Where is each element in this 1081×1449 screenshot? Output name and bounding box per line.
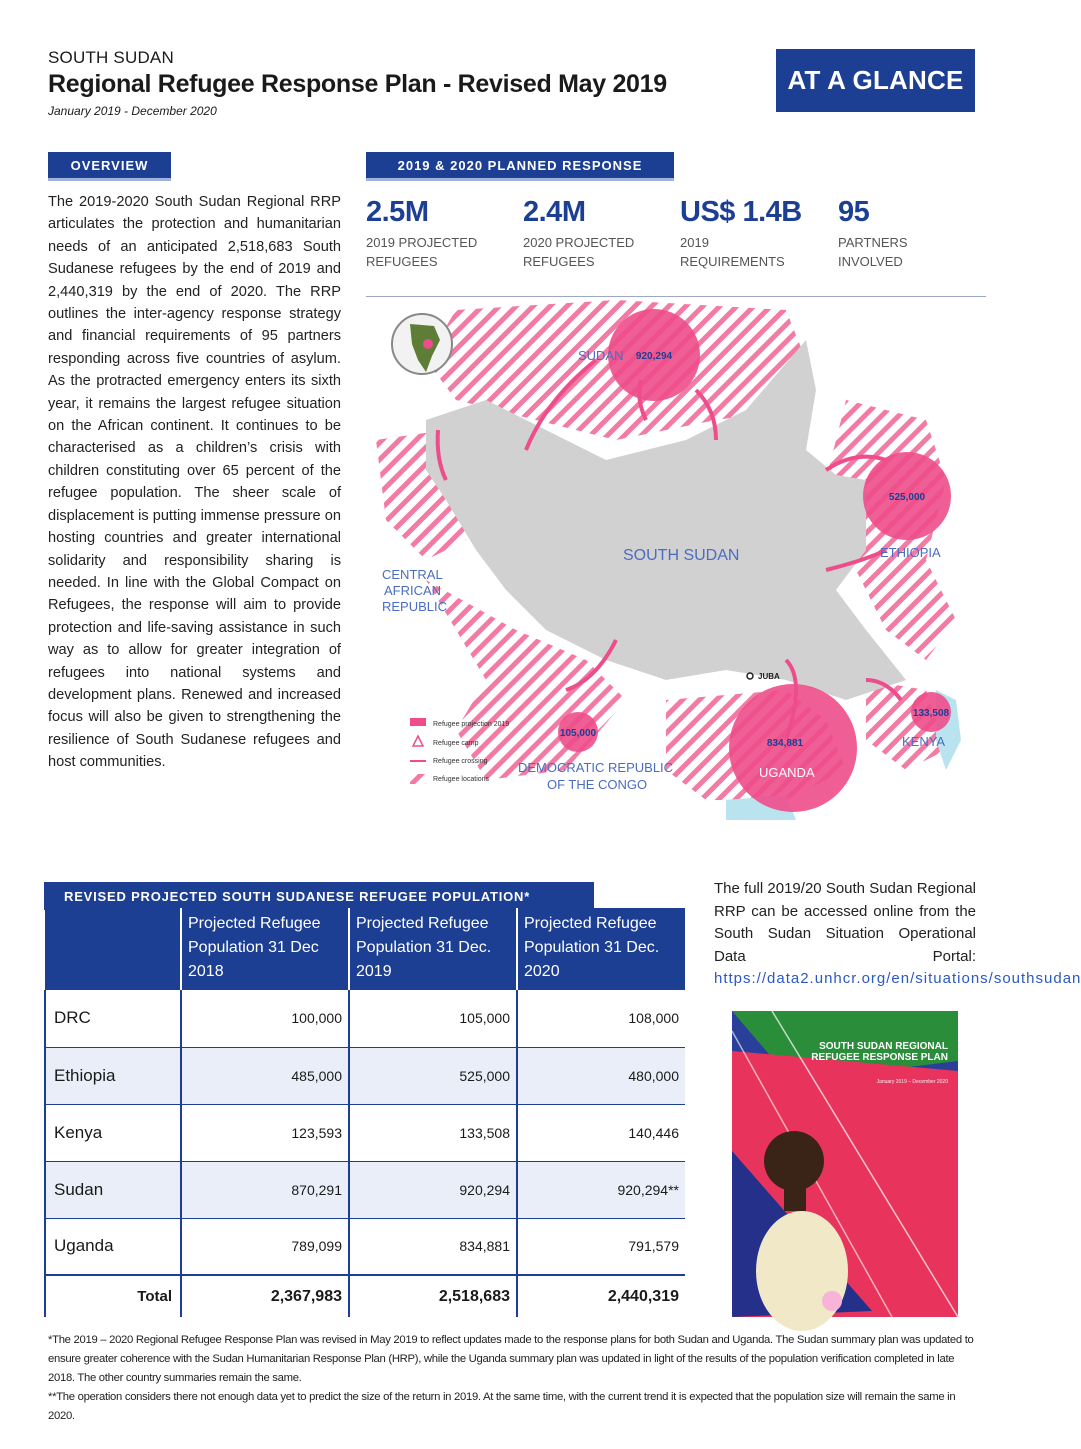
label-drc-2: OF THE CONGO [547, 777, 648, 792]
footnotes [48, 1331, 978, 1426]
value-cell: 920,294** [517, 1161, 685, 1218]
bubble-label-kenya: 133,508 [912, 708, 950, 719]
total-label: Total [45, 1275, 181, 1317]
kpi-value: 2.4M [523, 196, 586, 228]
total-cell: 2,367,983 [181, 1275, 349, 1317]
bubble-label-ethiopia: 525,000 [888, 492, 926, 503]
cover-title: SOUTH SUDAN REGIONAL REFUGEE RESPONSE PLAN [811, 1041, 948, 1063]
kpi-value: US$ 1.4B [680, 196, 802, 228]
label-uganda: UGANDA [759, 765, 815, 780]
label-south-sudan: SOUTH SUDAN [623, 547, 740, 564]
total-cell: 2,518,683 [349, 1275, 517, 1317]
label-car-2: AFRICAN [384, 583, 442, 598]
portal-paragraph [714, 878, 1081, 991]
plan-cover-image [732, 1011, 958, 1317]
value-cell: 105,000 [349, 990, 517, 1047]
kpi-label: 2019 REQUIREMENTS [680, 235, 785, 269]
value-cell: 834,881 [349, 1218, 517, 1275]
kpi-partners [838, 196, 928, 271]
planned-response-tag: 2019 & 2020 PLANNED RESPONSE [366, 152, 674, 181]
label-drc-1: DEMOCRATIC REPUBLIC [518, 760, 674, 775]
table-total-row [45, 1275, 685, 1317]
value-cell: 133,508 [349, 1104, 517, 1161]
page-title: Regional Refugee Response Plan - Revised May 2019 [48, 70, 667, 98]
country-cell: Uganda [45, 1218, 181, 1275]
legend-swatch-locations [410, 774, 426, 784]
table-row [45, 1104, 685, 1161]
globe-highlight [423, 339, 433, 349]
at-a-glance-badge: AT A GLANCE [776, 49, 975, 112]
label-sudan: SUDAN [578, 348, 624, 363]
table-row [45, 1047, 685, 1104]
country-cell: Kenya [45, 1104, 181, 1161]
label-ethiopia: ETHIOPIA [880, 545, 941, 560]
kpi-2020-refugees [523, 196, 663, 271]
table-row [45, 1218, 685, 1275]
kpi-label: PARTNERS INVOLVED [838, 235, 908, 269]
country-cell: Sudan [45, 1161, 181, 1218]
column-header-empty [45, 908, 181, 990]
column-header-2018: Projected Refugee Population 31 Dec 2018 [181, 908, 349, 990]
kpi-divider [366, 296, 986, 297]
portal-text: The full 2019/20 South Sudan Regional RRP can be accessed online from the South Sudan Situation Operational Data Portal: [714, 880, 976, 965]
footnote-return: **The operation considers there not enough data yet to predict the size of the return in 2019. At the same time, with the current trend it is expected that the population size will remain the same in 2020. [48, 1391, 956, 1422]
legend-camp: Refugee camp [433, 740, 479, 747]
value-cell: 140,446 [517, 1104, 685, 1161]
kpi-2019-refugees [366, 196, 506, 271]
legend-crossing: Refugee crossing [433, 758, 488, 765]
legend-swatch-projection [410, 718, 426, 726]
overview-paragraph: The 2019-2020 South Sudan Regional RRP articulates the protection and humanitarian needs of an anticipated 2,518,683 South Sudanese refugees by the end of 2019 and 2,440,319 by the end of 2020. The RRP outlines the inter-agency response strategy and financial requirements of 95 partners responding across five countries of asylum. As the protracted emergency enters its sixth year, it remains the largest refugee situation on the African continent. It continues to be characterised as a children’s crisis with children constituting over 65 percent of the refugee population. The sheer scale of displacement is putting immense pressure on hosting countries and greater international solidarity and responsibility sharing is needed. In line with the Global Compact on Refugees, the response will aim to provide protection and life-saving assistance in such way as to allow for greater integration of refugees into national systems and development plans. Renewed and increased focus will also be given to strengthening the resilience of South Sudanese refugees and host communities. [48, 194, 341, 771]
population-table [44, 908, 685, 1317]
legend-projection: Refugee projection 2019 [433, 721, 510, 728]
label-kenya: KENYA [902, 734, 946, 749]
label-car-1: CENTRAL [382, 567, 443, 582]
value-cell: 789,099 [181, 1218, 349, 1275]
value-cell: 480,000 [517, 1047, 685, 1104]
label-car-3: REPUBLIC [382, 599, 448, 614]
refugee-map [366, 300, 986, 820]
column-header-2020: Projected Refugee Population 31 Dec. 2020 [517, 908, 685, 990]
bubble-label-drc: 105,000 [559, 728, 597, 739]
value-cell: 870,291 [181, 1161, 349, 1218]
value-cell: 108,000 [517, 990, 685, 1047]
bubble-label-sudan: 920,294 [635, 351, 673, 362]
value-cell: 485,000 [181, 1047, 349, 1104]
country-label: SOUTH SUDAN [48, 48, 174, 67]
kpi-label: 2019 PROJECTED REFUGEES [366, 235, 478, 269]
portal-link[interactable]: https://data2.unhcr.org/en/situations/southsudan [714, 970, 1081, 987]
legend-locations: Refugee locations [433, 776, 490, 783]
footnote-revision: *The 2019 – 2020 Regional Refugee Response Plan was revised in May 2019 to reflect updates made to the response plans for both Sudan and Uganda. The Sudan summary plan was updated to ensure greater coherence with the Sudan Humanitarian Response Plan (HRP), while the Uganda summary plan was updated in light of the results of the population verification completed in late 2018. The other country summaries remain the same. [48, 1334, 974, 1384]
cover-subtitle: January 2019 – December 2020 [876, 1079, 948, 1085]
country-cell: DRC [45, 990, 181, 1047]
value-cell: 791,579 [517, 1218, 685, 1275]
label-capital: JUBA [758, 672, 780, 681]
table-row [45, 1161, 685, 1218]
value-cell: 123,593 [181, 1104, 349, 1161]
kpi-label: 2020 PROJECTED REFUGEES [523, 235, 635, 269]
value-cell: 525,000 [349, 1047, 517, 1104]
overview-tag: OVERVIEW [48, 152, 171, 181]
plan-period: January 2019 - December 2020 [48, 104, 217, 118]
total-cell: 2,440,319 [517, 1275, 685, 1317]
kpi-requirements [680, 196, 802, 271]
population-table-title: REVISED PROJECTED SOUTH SUDANESE REFUGEE POPULATION* [44, 882, 594, 910]
bubble-label-uganda: 834,881 [766, 738, 804, 749]
table-row [45, 990, 685, 1047]
value-cell: 100,000 [181, 990, 349, 1047]
country-cell: Ethiopia [45, 1047, 181, 1104]
value-cell: 920,294 [349, 1161, 517, 1218]
legend-camp-icon [413, 736, 423, 746]
column-header-2019: Projected Refugee Population 31 Dec. 2019 [349, 908, 517, 990]
kpi-value: 2.5M [366, 196, 429, 228]
table-header-row [45, 908, 685, 990]
kpi-value: 95 [838, 196, 870, 228]
